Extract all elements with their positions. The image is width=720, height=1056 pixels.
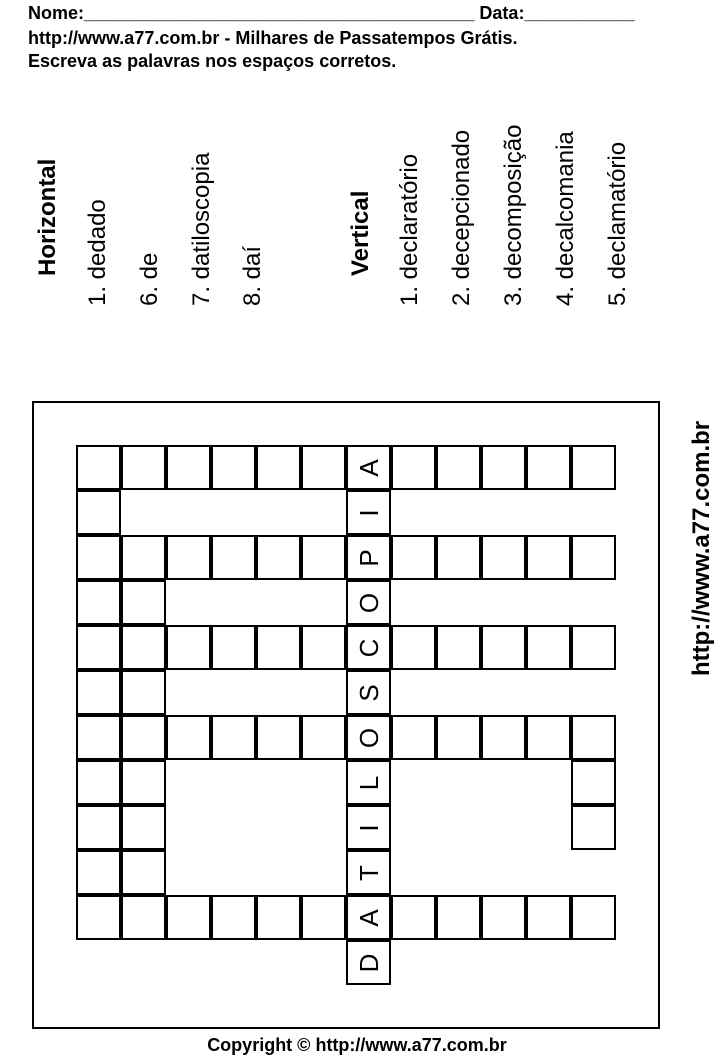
cell-letter: A — [353, 458, 384, 477]
crossword-cell[interactable] — [121, 715, 166, 760]
horizontal-title: Horizontal — [34, 158, 61, 276]
crossword-cell[interactable] — [121, 895, 166, 940]
crossword-cell[interactable] — [256, 625, 301, 670]
crossword-cell[interactable] — [346, 445, 391, 490]
crossword-cell[interactable] — [346, 490, 391, 535]
vertical-clue: 5. declamatório — [604, 141, 631, 306]
cell-letter: L — [353, 775, 384, 790]
crossword-cell[interactable] — [346, 670, 391, 715]
crossword-cell[interactable] — [166, 895, 211, 940]
crossword-cell[interactable] — [346, 940, 391, 985]
crossword-cell[interactable] — [391, 535, 436, 580]
vertical-title: Vertical — [347, 190, 374, 276]
crossword-cell[interactable] — [211, 445, 256, 490]
crossword-cell[interactable] — [301, 625, 346, 670]
crossword-cell[interactable] — [571, 625, 616, 670]
crossword-cell[interactable] — [571, 895, 616, 940]
crossword-cell[interactable] — [76, 580, 121, 625]
crossword-board — [32, 401, 660, 1029]
crossword-cell[interactable] — [121, 850, 166, 895]
cell-letter: O — [353, 592, 384, 613]
cell-letter: D — [353, 953, 384, 972]
crossword-cell[interactable] — [301, 715, 346, 760]
crossword-cell[interactable] — [121, 805, 166, 850]
crossword-cell[interactable] — [481, 535, 526, 580]
crossword-cell[interactable] — [391, 625, 436, 670]
crossword-cell[interactable] — [76, 760, 121, 805]
crossword-cell[interactable] — [571, 760, 616, 805]
header-site: http://www.a77.com.br - Milhares de Passatempos Grátis. — [28, 28, 518, 48]
crossword-cell[interactable] — [391, 445, 436, 490]
crossword-cell[interactable] — [346, 625, 391, 670]
cell-letter: I — [353, 823, 384, 832]
crossword-cell[interactable] — [76, 625, 121, 670]
vertical-clue: 1. declaratório — [396, 153, 423, 306]
crossword-cell[interactable] — [166, 535, 211, 580]
crossword-cell[interactable] — [76, 895, 121, 940]
crossword-cell[interactable] — [121, 580, 166, 625]
crossword-cell[interactable] — [301, 535, 346, 580]
crossword-cell[interactable] — [571, 715, 616, 760]
vertical-clue: 3. decomposição — [500, 124, 527, 306]
crossword-cell[interactable] — [76, 850, 121, 895]
crossword-cell[interactable] — [301, 895, 346, 940]
vertical-clue: 2. decepcionado — [448, 129, 475, 306]
crossword-cell[interactable] — [211, 895, 256, 940]
crossword-cell[interactable] — [526, 625, 571, 670]
crossword-cell[interactable] — [121, 670, 166, 715]
crossword-cell[interactable] — [481, 445, 526, 490]
crossword-cell[interactable] — [121, 760, 166, 805]
crossword-cell[interactable] — [211, 535, 256, 580]
crossword-cell[interactable] — [481, 625, 526, 670]
crossword-cell[interactable] — [571, 805, 616, 850]
crossword-cell[interactable] — [526, 535, 571, 580]
crossword-cell[interactable] — [256, 715, 301, 760]
crossword-cell[interactable] — [166, 625, 211, 670]
crossword-cell[interactable] — [346, 535, 391, 580]
crossword-cell[interactable] — [391, 895, 436, 940]
crossword-cell[interactable] — [346, 850, 391, 895]
crossword-cell[interactable] — [76, 490, 121, 535]
horizontal-clue: 6. de — [136, 252, 163, 306]
crossword-cell[interactable] — [76, 670, 121, 715]
cell-letter: O — [353, 727, 384, 748]
cell-letter: S — [353, 683, 384, 702]
crossword-cell[interactable] — [166, 445, 211, 490]
crossword-cell[interactable] — [571, 445, 616, 490]
crossword-cell[interactable] — [76, 715, 121, 760]
crossword-cell[interactable] — [526, 715, 571, 760]
crossword-cell[interactable] — [436, 445, 481, 490]
crossword-cell[interactable] — [346, 715, 391, 760]
crossword-cell[interactable] — [346, 580, 391, 625]
crossword-cell[interactable] — [76, 805, 121, 850]
cell-letter: T — [353, 864, 384, 881]
crossword-cell[interactable] — [121, 535, 166, 580]
crossword-cell[interactable] — [76, 535, 121, 580]
crossword-cell[interactable] — [526, 445, 571, 490]
crossword-cell[interactable] — [301, 445, 346, 490]
cell-letter: I — [353, 508, 384, 517]
crossword-cell[interactable] — [166, 715, 211, 760]
crossword-cell[interactable] — [571, 535, 616, 580]
copyright-footer: Copyright © http://www.a77.com.br — [207, 1035, 507, 1055]
cell-letter: C — [353, 638, 384, 657]
crossword-cell[interactable] — [121, 625, 166, 670]
horizontal-clue: 1. dedado — [84, 199, 111, 306]
crossword-cell[interactable] — [256, 895, 301, 940]
crossword-cell[interactable] — [481, 715, 526, 760]
cell-letter: A — [353, 908, 384, 927]
header-instructions: Escreva as palavras nos espaços corretos. — [28, 51, 397, 71]
crossword-cell[interactable] — [76, 445, 121, 490]
crossword-cell[interactable] — [436, 625, 481, 670]
crossword-cell[interactable] — [121, 445, 166, 490]
crossword-cell[interactable] — [346, 805, 391, 850]
crossword-cell[interactable] — [391, 715, 436, 760]
crossword-cell[interactable] — [346, 895, 391, 940]
side-url: http://www.a77.com.br — [688, 420, 715, 676]
vertical-clue: 4. decalcomania — [552, 131, 579, 306]
crossword-cell[interactable] — [346, 760, 391, 805]
horizontal-clue: 7. datiloscopia — [188, 152, 215, 306]
crossword-cell[interactable] — [256, 445, 301, 490]
crossword-cell[interactable] — [211, 715, 256, 760]
horizontal-clue: 8. daí — [239, 245, 266, 306]
crossword-cell[interactable] — [436, 535, 481, 580]
crossword-cell[interactable] — [436, 715, 481, 760]
crossword-cell[interactable] — [526, 895, 571, 940]
crossword-cell[interactable] — [481, 895, 526, 940]
crossword-cell[interactable] — [436, 895, 481, 940]
crossword-cell[interactable] — [211, 625, 256, 670]
crossword-cell[interactable] — [256, 535, 301, 580]
header-name-date: Nome:_______________________________________ Data:___________ — [28, 3, 635, 23]
cell-letter: P — [353, 548, 384, 567]
